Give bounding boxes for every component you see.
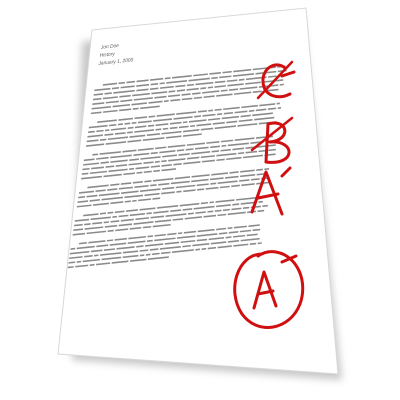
header-subject: History (99, 52, 116, 59)
header-date: January 1, 2000 (97, 58, 134, 67)
header-name: Jon Doe (100, 43, 120, 51)
